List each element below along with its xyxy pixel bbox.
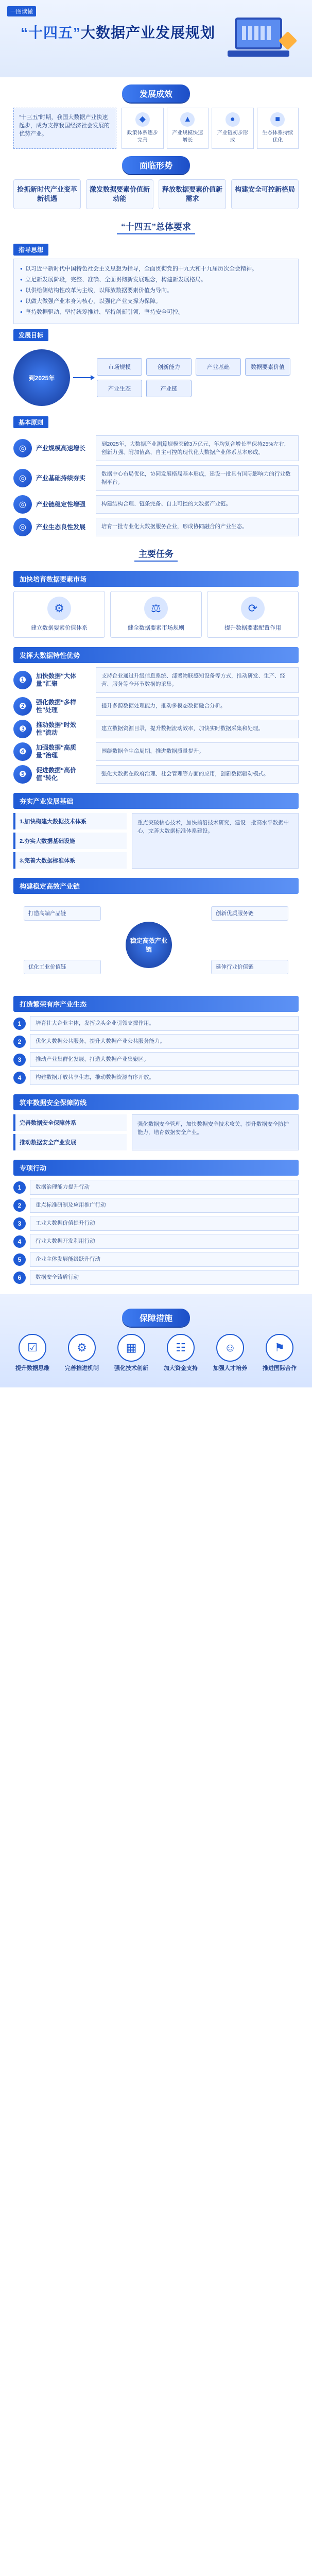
data-market-cards bbox=[13, 591, 299, 638]
goal-item: 数据要素价值 bbox=[245, 358, 290, 376]
title-rest: 大数据产业发展规划 bbox=[81, 25, 216, 41]
hub-spoke: 优化工业价值链 bbox=[24, 960, 101, 974]
security-block bbox=[13, 1114, 299, 1150]
task-card-text: 建立数据要素价值体系 bbox=[31, 625, 88, 631]
measure-item bbox=[162, 1334, 200, 1372]
step-item bbox=[13, 1270, 299, 1285]
diamond-icon: ◆ bbox=[135, 112, 150, 127]
step-number: 5 bbox=[13, 1253, 26, 1266]
task-bar-security: 筑牢数据安全保障防线 bbox=[13, 1094, 299, 1110]
principle-row bbox=[13, 435, 299, 461]
step-item bbox=[13, 1198, 299, 1213]
step-number: 3 bbox=[13, 1054, 26, 1066]
triangle-icon: ▲ bbox=[180, 112, 195, 127]
step-number: 4 bbox=[13, 1235, 26, 1248]
security-item: 推动数据安全产业发展 bbox=[13, 1134, 127, 1150]
feature-label: 加快数据“大体量”汇聚 bbox=[36, 672, 77, 687]
step-item bbox=[13, 1180, 299, 1195]
situation-box: 激发数据要素价值新动能 bbox=[86, 179, 153, 209]
step-number: 4 bbox=[13, 1072, 26, 1084]
person-icon: ☺ bbox=[216, 1334, 244, 1362]
list-item: ● 以做大做强产业本身为核心，以强化产业支撑为保障。 bbox=[20, 297, 292, 306]
measure-text: 强化技术创新 bbox=[114, 1365, 148, 1371]
goal-item: 市场规模 bbox=[97, 358, 142, 376]
laptop-base-icon bbox=[228, 50, 289, 57]
principle-label: 产业链稳定性增强 bbox=[36, 500, 86, 508]
measure-item bbox=[112, 1334, 150, 1372]
task-bar-data-features: 发挥大数据特性优势 bbox=[13, 647, 299, 663]
achievement-item bbox=[257, 108, 299, 149]
measure-text: 加强人才培养 bbox=[213, 1365, 247, 1371]
task-card bbox=[13, 591, 105, 638]
step-item bbox=[13, 1216, 299, 1231]
measure-item bbox=[63, 1334, 101, 1372]
ecosystem-steps bbox=[13, 1016, 299, 1085]
foundation-text: 重点突破核心技术，加快前沿技术研究，建设一批高水平数据中心，完善大数据标准体系建设。 bbox=[132, 813, 299, 869]
hub-spoke: 打造高端产品链 bbox=[24, 906, 101, 921]
scale-icon: ⚖ bbox=[144, 597, 168, 620]
achievement-item bbox=[122, 108, 164, 149]
feature-text: 强化大数据在政府治理、社会管理等方面的应用，创新数据驱动模式。 bbox=[96, 765, 299, 784]
tag-goals: 发展目标 bbox=[13, 329, 48, 341]
measure-text: 推进国际合作 bbox=[263, 1365, 297, 1371]
step-item bbox=[13, 1034, 299, 1049]
measure-text: 提升数据思维 bbox=[15, 1365, 49, 1371]
measure-item bbox=[13, 1334, 51, 1372]
task-card bbox=[110, 591, 202, 638]
step-text: 企业主体发展能级跃升行动 bbox=[30, 1252, 299, 1267]
principle-label: 产业基础持续夯实 bbox=[36, 474, 86, 482]
step-text: 工业大数据价值提升行动 bbox=[30, 1216, 299, 1231]
goal-item: 产业生态 bbox=[97, 380, 142, 397]
principle-row bbox=[13, 518, 299, 536]
feature-row bbox=[13, 667, 299, 693]
task-bar-ecosystem: 打造繁荣有序产业生态 bbox=[13, 996, 299, 1012]
achievements-blurb: “十三五”时期，我国大数据产业快速起步，成为支撑我国经济社会发展的优势产业。 bbox=[13, 108, 116, 149]
foundation-block bbox=[13, 813, 299, 869]
number-three-icon: ❸ bbox=[13, 720, 32, 738]
achievement-text: 产业链初步形成 bbox=[217, 130, 248, 143]
measure-text: 加大资金支持 bbox=[164, 1365, 198, 1371]
grid-icon: ▦ bbox=[117, 1334, 145, 1362]
principle-text: 数据中心布局优化，协同发展格局基本形成，建设一批具有国际影响力的行业数据平台。 bbox=[96, 465, 299, 491]
step-number: 2 bbox=[13, 1199, 26, 1212]
footer-measures bbox=[0, 1294, 312, 1387]
principle-label: 产业生态良性发展 bbox=[36, 523, 86, 531]
industry-chain-hub bbox=[13, 899, 299, 987]
step-text: 行业大数据开发利用行动 bbox=[30, 1234, 299, 1249]
principle-label: 产业规模高速增长 bbox=[36, 444, 86, 452]
checkbox-icon: ☑ bbox=[19, 1334, 46, 1362]
section-title-situation: 面临形势 bbox=[122, 156, 190, 174]
document-icon: ☷ bbox=[167, 1334, 195, 1362]
achievement-item bbox=[212, 108, 254, 149]
section-title-main-tasks: 主要任务 bbox=[134, 547, 178, 562]
list-item: ● 坚持数据驱动、坚持统筹推进、坚持创新引领、坚持安全可控。 bbox=[20, 308, 292, 317]
hub-core: 稳定高效产业链 bbox=[126, 922, 172, 968]
feature-row bbox=[13, 765, 299, 784]
step-text: 培育壮大企业主体，发挥龙头企业引领支撑作用。 bbox=[30, 1016, 299, 1031]
flag-icon: ⚑ bbox=[266, 1334, 293, 1362]
step-number: 2 bbox=[13, 1036, 26, 1048]
goal-item: 产业基础 bbox=[196, 358, 241, 376]
step-text: 数据安全铸盾行动 bbox=[30, 1270, 299, 1285]
step-item bbox=[13, 1234, 299, 1249]
title-quote: “十四五” bbox=[21, 25, 81, 41]
page-title bbox=[21, 22, 215, 42]
achievements-block bbox=[13, 108, 299, 149]
tag-principles: 基本原则 bbox=[13, 416, 48, 428]
goal-source: 到2025年 bbox=[13, 349, 70, 406]
number-two-icon: ❷ bbox=[13, 697, 32, 716]
feature-text: 提升多源数据处理能力，推动多模态数据融合分析。 bbox=[96, 697, 299, 716]
feature-label: 促进数据“高价值”转化 bbox=[36, 767, 77, 782]
cycle-icon: ⟳ bbox=[241, 597, 265, 620]
arrow-right-icon bbox=[73, 377, 94, 378]
header-banner bbox=[0, 0, 312, 77]
target-icon: ◎ bbox=[13, 518, 32, 536]
feature-text: 建立数据资源目录，提升数据流动效率，加快实时数据采集和处理。 bbox=[96, 720, 299, 738]
achievement-text: 政策体系逐步完善 bbox=[127, 130, 158, 143]
principle-row bbox=[13, 495, 299, 514]
foundation-item: 3.完善大数据标准体系 bbox=[13, 852, 127, 869]
header-tag: 一图读懂 bbox=[7, 6, 36, 16]
hub-spoke: 延伸行业价值链 bbox=[211, 960, 288, 974]
list-item: ● 以供给侧结构性改革为主线，以释放数据要素价值为导向。 bbox=[20, 286, 292, 295]
task-bar-special-actions: 专项行动 bbox=[13, 1160, 299, 1176]
list-item: ● 以习近平新时代中国特色社会主义思想为指导，全面贯彻党的十九大和十九届历次全会精神。 bbox=[20, 264, 292, 274]
principle-text: 构建结构合理、链条完备、自主可控的大数据产业链。 bbox=[96, 495, 299, 514]
step-item bbox=[13, 1052, 299, 1067]
header-illustration bbox=[224, 13, 291, 65]
guiding-ideology-list bbox=[13, 259, 299, 324]
goal-item: 产业链 bbox=[146, 380, 192, 397]
feature-label: 强化数据“多样性”处理 bbox=[36, 699, 77, 714]
list-item: ● 立足新发展阶段，完整、准确、全面贯彻新发展理念，构建新发展格局。 bbox=[20, 275, 292, 284]
feature-label: 加强数据“高质量”治理 bbox=[36, 744, 77, 759]
feature-row bbox=[13, 720, 299, 738]
number-five-icon: ❺ bbox=[13, 765, 32, 784]
step-number: 1 bbox=[13, 1181, 26, 1194]
goal-item: 创新能力 bbox=[146, 358, 192, 376]
step-text: 构建数据开放共享生态，推动数据资源有序开放。 bbox=[30, 1070, 299, 1085]
circle-icon: ● bbox=[226, 112, 240, 127]
achievement-text: 产业规模快速增长 bbox=[172, 130, 203, 143]
number-four-icon: ❹ bbox=[13, 742, 32, 761]
feature-text: 围绕数据全生命周期，推进数据质量提升。 bbox=[96, 742, 299, 761]
achievement-item bbox=[167, 108, 209, 149]
foundation-item: 1.加快构建大数据技术体系 bbox=[13, 813, 127, 829]
hub-spoke: 创新优质服务链 bbox=[211, 906, 288, 921]
feature-row bbox=[13, 697, 299, 716]
section-title-requirements: “十四五”总体要求 bbox=[117, 219, 195, 234]
feature-label: 推动数据“时效性”流动 bbox=[36, 721, 77, 736]
foundation-item: 2.夯实大数据基础设施 bbox=[13, 833, 127, 849]
monitor-icon bbox=[235, 18, 282, 49]
achievement-text: 生态体系持续优化 bbox=[262, 130, 293, 143]
principle-text: 到2025年，大数据产业测算规模突破3万亿元，年均复合增长率保持25%左右，创新力强、附加值高、自主可控的现代化大数据产业体系基本形成。 bbox=[96, 435, 299, 461]
situation-box: 抢抓新时代产业变革新机遇 bbox=[13, 179, 81, 209]
task-bar-data-market: 加快培育数据要素市场 bbox=[13, 571, 299, 587]
step-number: 1 bbox=[13, 1018, 26, 1030]
square-icon: ■ bbox=[270, 112, 285, 127]
situation-boxes bbox=[13, 179, 299, 209]
task-bar-industry-chain: 构建稳定高效产业链 bbox=[13, 878, 299, 894]
step-number: 3 bbox=[13, 1217, 26, 1230]
principle-text: 培育一批专业化大数据服务企业，形成协同融合的产业生态。 bbox=[96, 518, 299, 536]
feature-text: 支持企业通过升级信息系统、部署物联感知设备等方式，推动研发、生产、经营、服务等全环节数据的采集。 bbox=[96, 667, 299, 693]
gear-icon: ⚙ bbox=[68, 1334, 96, 1362]
feature-row bbox=[13, 742, 299, 761]
situation-box: 释放数据要素价值新需求 bbox=[159, 179, 226, 209]
tag-guiding-ideology: 指导思想 bbox=[13, 244, 48, 256]
step-item bbox=[13, 1252, 299, 1267]
step-text: 优化大数据公共服务，提升大数据产业公共服务能力。 bbox=[30, 1034, 299, 1049]
task-card bbox=[207, 591, 299, 638]
gear-icon: ⚙ bbox=[47, 597, 71, 620]
section-title-measures: 保障措施 bbox=[122, 1309, 190, 1327]
step-text: 推动产业集群化发展，打造大数据产业集聚区。 bbox=[30, 1052, 299, 1067]
measure-item bbox=[211, 1334, 249, 1372]
target-icon: ◎ bbox=[13, 495, 32, 514]
goals-flow bbox=[13, 349, 299, 406]
step-text: 数据治理能力提升行动 bbox=[30, 1180, 299, 1195]
task-card-text: 健全数据要素市场规则 bbox=[128, 625, 184, 631]
situation-box: 构建安全可控新格局 bbox=[231, 179, 299, 209]
measure-item bbox=[261, 1334, 299, 1372]
principle-row bbox=[13, 465, 299, 491]
section-title-achievements: 发展成效 bbox=[122, 84, 190, 103]
step-item bbox=[13, 1070, 299, 1085]
security-text: 强化数据安全管理，加快数据安全技术攻关，提升数据安全防护能力，培育数据安全产业。 bbox=[132, 1114, 299, 1150]
special-actions bbox=[13, 1180, 299, 1285]
target-icon: ◎ bbox=[13, 469, 32, 487]
number-one-icon: ❶ bbox=[13, 671, 32, 689]
task-card-text: 提升数据要素配置作用 bbox=[224, 625, 281, 631]
measure-text: 完善推进机制 bbox=[65, 1365, 99, 1371]
step-number: 6 bbox=[13, 1272, 26, 1284]
step-text: 重点标准研制及应用推广行动 bbox=[30, 1198, 299, 1213]
step-item bbox=[13, 1016, 299, 1031]
target-icon: ◎ bbox=[13, 439, 32, 457]
security-item: 完善数据安全保障体系 bbox=[13, 1114, 127, 1131]
task-bar-foundation: 夯实产业发展基础 bbox=[13, 793, 299, 809]
